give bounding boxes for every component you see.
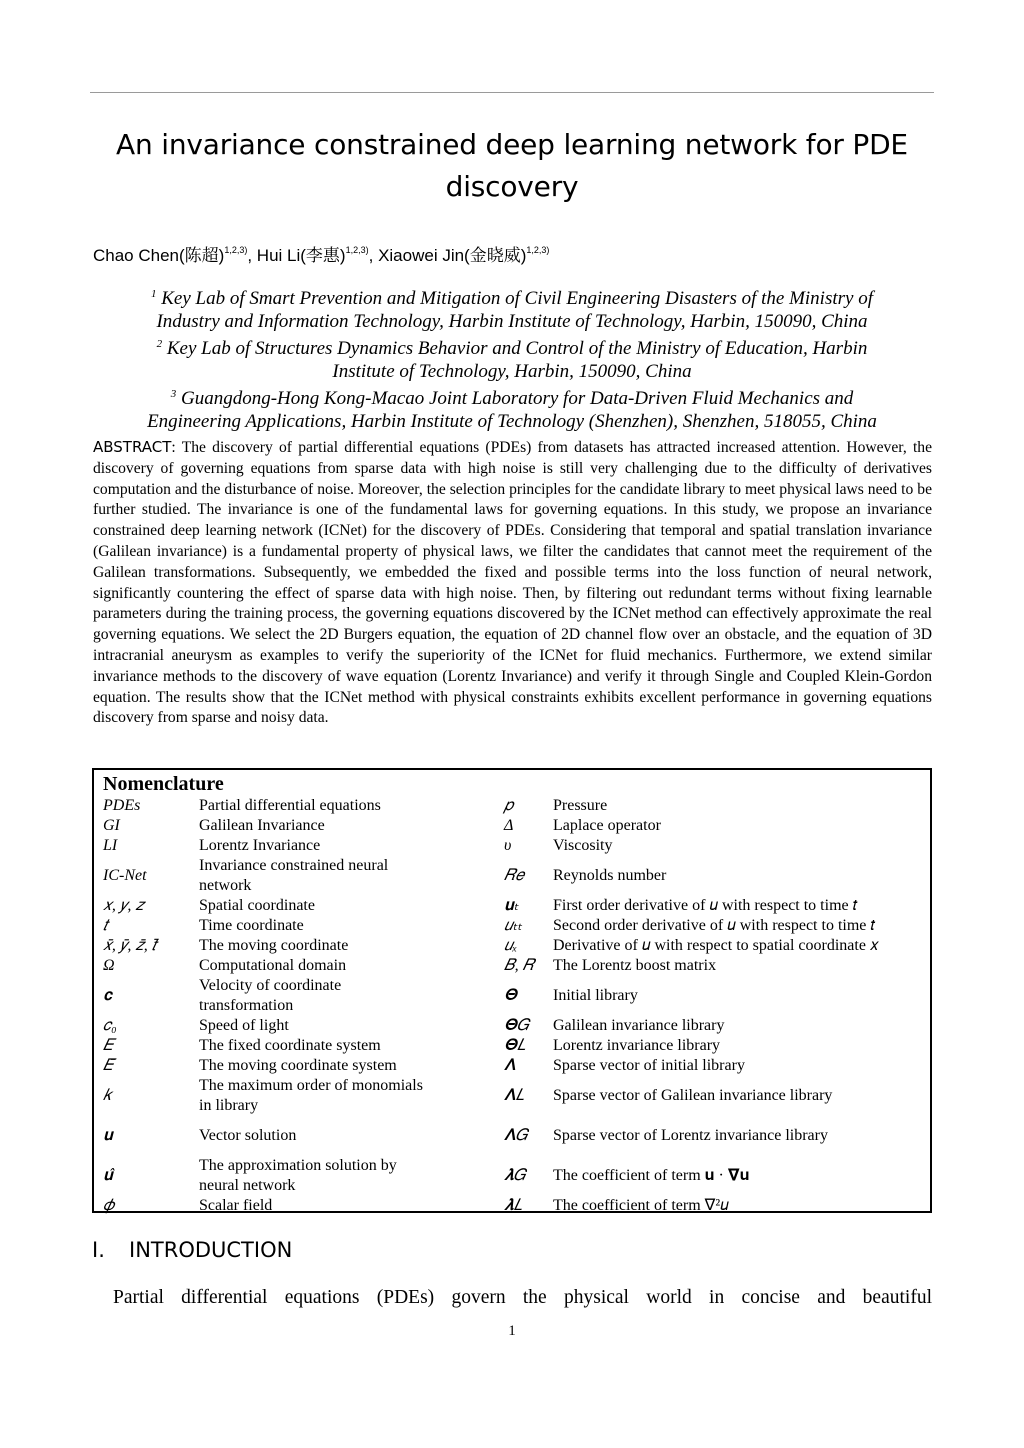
nomenclature-symbol-text: 𝑥̄, 𝑦̄, 𝑧̄, 𝑡̄	[103, 937, 157, 954]
nomenclature-symbol	[504, 1076, 544, 1116]
nomenclature-symbol	[504, 836, 544, 856]
nomenclature-symbol-text: 𝑢ₜₜ	[504, 917, 523, 934]
nomenclature-symbol	[504, 1196, 544, 1216]
nomenclature-definition	[553, 816, 923, 836]
author-name: Xiaowei Jin(金晓威)	[378, 246, 527, 265]
nomenclature-definition	[553, 836, 923, 856]
nomenclature-symbol	[103, 856, 195, 896]
nomenclature-symbol-text: 𝚲𝐺	[504, 1127, 528, 1144]
nomenclature-definition-text: Reynolds number	[553, 867, 667, 884]
nomenclature-symbol-text: 𝑥, 𝑦, 𝑧	[103, 897, 144, 914]
nomenclature-symbol	[504, 896, 544, 916]
nomenclature-symbol	[103, 916, 195, 936]
nomenclature-definition-text: Lorentz invariance library	[553, 1037, 721, 1054]
nomenclature-definition	[199, 936, 424, 956]
nomenclature-definition	[199, 1156, 424, 1196]
nomenclature-symbol	[504, 916, 544, 936]
nomenclature-symbol	[103, 816, 195, 836]
nomenclature-symbol	[103, 1016, 195, 1036]
nomenclature-definition-text: Initial library	[553, 987, 638, 1004]
nomenclature-definition-text: Time coordinate	[199, 917, 304, 934]
abstract-label: ABSTRACT	[93, 438, 172, 456]
nomenclature-symbol	[103, 1056, 195, 1076]
nomenclature-definition-text: Sparse vector of Galilean invariance library	[553, 1087, 833, 1104]
nomenclature-definition	[553, 1116, 923, 1156]
nomenclature-definition-text: Sparse vector of initial library	[553, 1057, 745, 1074]
nomenclature-symbol-text: 𝚯𝐿	[504, 1037, 526, 1054]
nomenclature-symbol-text: 𝚲	[504, 1057, 516, 1074]
nomenclature-row	[94, 1196, 930, 1216]
affiliation-number: 3	[170, 388, 177, 400]
nomenclature-definition	[199, 976, 424, 1016]
nomenclature-row	[94, 1156, 930, 1196]
nomenclature-row	[94, 956, 930, 976]
nomenclature-definition	[553, 976, 923, 1016]
nomenclature-symbol	[103, 956, 195, 976]
affiliation-text: Industry and Information Technology, Harbin Institute of Technology, Harbin, 150090, China	[156, 310, 868, 332]
section-number: I.	[92, 1238, 105, 1262]
section-heading	[92, 1236, 292, 1264]
nomenclature-symbol-text: 𝐸	[103, 1037, 114, 1054]
affiliation-text: Key Lab of Smart Prevention and Mitigation of Civil Engineering Disasters of the Ministry of	[161, 288, 873, 309]
nomenclature-row	[94, 1036, 930, 1056]
nomenclature-definition-text: Speed of light	[199, 1017, 289, 1034]
nomenclature-table	[92, 768, 932, 1213]
nomenclature-definition	[199, 1076, 424, 1116]
nomenclature-row	[94, 936, 930, 956]
nomenclature-symbol	[504, 936, 544, 956]
affiliation-line	[90, 311, 934, 334]
nomenclature-title: Nomenclature	[103, 773, 224, 795]
author-affiliation-marker: 1,2,3)	[526, 245, 550, 255]
nomenclature-definition	[199, 1116, 424, 1156]
intro-paragraph: Partial differential equations (PDEs) govern the physical world in concise and beautiful	[113, 1287, 932, 1308]
affiliation-line	[90, 283, 934, 311]
author-separator: ,	[247, 246, 257, 265]
affiliation-line	[90, 411, 934, 434]
nomenclature-definition	[553, 1056, 923, 1076]
nomenclature-symbol	[504, 976, 544, 1016]
nomenclature-definition-text: The fixed coordinate system	[199, 1037, 381, 1054]
nomenclature-definition-text: Vector solution	[199, 1127, 297, 1144]
nomenclature-symbol	[103, 936, 195, 956]
author-affiliation-marker: 1,2,3)	[345, 245, 369, 255]
nomenclature-symbol	[504, 1156, 544, 1196]
nomenclature-row	[94, 976, 930, 1016]
nomenclature-symbol-text: 𝚯𝐺	[504, 1017, 529, 1034]
nomenclature-definition-text: Sparse vector of Lorentz invariance library	[553, 1127, 828, 1144]
nomenclature-definition-text: The moving coordinate	[199, 937, 349, 954]
nomenclature-symbol-text: LI	[103, 837, 118, 854]
nomenclature-definition-text: Galilean Invariance	[199, 817, 325, 834]
nomenclature-definition-text: The coefficient of term 𝐮 · 𝛁𝐮	[553, 1167, 750, 1184]
nomenclature-row	[94, 856, 930, 896]
nomenclature-definition	[199, 856, 424, 896]
nomenclature-symbol-text: 𝚲𝐿	[504, 1087, 525, 1104]
nomenclature-symbol	[504, 796, 544, 816]
nomenclature-row	[94, 796, 930, 816]
affiliation-text: Institute of Technology, Harbin, 150090, China	[332, 360, 692, 382]
nomenclature-definition	[199, 796, 424, 816]
affiliation-line	[90, 383, 934, 411]
nomenclature-definition-text: Lorentz Invariance	[199, 837, 321, 854]
nomenclature-row	[94, 836, 930, 856]
nomenclature-definition	[553, 796, 923, 816]
nomenclature-symbol	[504, 816, 544, 836]
header-rule	[90, 92, 934, 93]
nomenclature-symbol	[504, 1036, 544, 1056]
nomenclature-symbol-text: 𝑘	[103, 1087, 112, 1104]
nomenclature-symbol-text: 𝑡	[103, 917, 108, 934]
nomenclature-definition-text: Viscosity	[553, 837, 613, 854]
nomenclature-definition-text: Velocity of coordinate transformation	[199, 977, 342, 1014]
nomenclature-symbol	[103, 1156, 195, 1196]
nomenclature-definition	[199, 896, 424, 916]
nomenclature-row	[94, 816, 930, 836]
section-title: INTRODUCTION	[129, 1238, 293, 1262]
nomenclature-symbol-text: 𝑝	[504, 797, 513, 814]
nomenclature-definition	[553, 1036, 923, 1056]
nomenclature-definition-text: Computational domain	[199, 957, 347, 974]
nomenclature-symbol-text: 𝐮ₜ	[504, 897, 519, 914]
nomenclature-symbol-text: υ	[504, 837, 512, 854]
nomenclature-definition-text: The approximation solution by neural network	[199, 1157, 397, 1194]
nomenclature-symbol-text: 𝝀𝐿	[504, 1197, 523, 1214]
nomenclature-symbol-text: IC-Net	[103, 867, 147, 884]
nomenclature-row	[94, 1056, 930, 1076]
nomenclature-definition	[199, 916, 424, 936]
nomenclature-definition	[553, 1156, 923, 1196]
nomenclature-definition	[553, 856, 923, 896]
nomenclature-symbol	[103, 976, 195, 1016]
nomenclature-definition	[199, 956, 424, 976]
nomenclature-symbol-text: 𝐮	[103, 1127, 113, 1144]
nomenclature-definition-text: Spatial coordinate	[199, 897, 315, 914]
nomenclature-symbol	[504, 1016, 544, 1036]
page-number: 1	[508, 1323, 516, 1339]
nomenclature-symbol-text: PDEs	[103, 797, 141, 814]
nomenclature-symbol	[103, 896, 195, 916]
affiliation-number: 2	[156, 338, 163, 350]
paper-title: An invariance constrained deep learning network for PDE discovery	[116, 128, 908, 203]
nomenclature-definition-text: The coefficient of term ∇²𝑢	[553, 1197, 729, 1214]
affiliation-text: Key Lab of Structures Dynamics Behavior and Control of the Ministry of Education, Harbin	[166, 338, 868, 359]
affiliation-number: 1	[151, 288, 157, 300]
nomenclature-symbol-text: GI	[103, 817, 120, 834]
affiliation-line	[90, 333, 934, 361]
affiliation-text: Engineering Applications, Harbin Institute of Technology (Shenzhen), Shenzhen, 518055, China	[147, 410, 877, 432]
nomenclature-symbol	[103, 1116, 195, 1156]
nomenclature-symbol	[103, 1076, 195, 1116]
nomenclature-row	[94, 1016, 930, 1036]
nomenclature-symbol-text: 𝐜	[103, 987, 112, 1004]
nomenclature-definition-text: The maximum order of monomials in library	[199, 1077, 423, 1114]
nomenclature-definition-text: Derivative of 𝑢 with respect to spatial coordinate 𝑥	[553, 937, 879, 954]
author-name: Chao Chen(陈超)	[93, 246, 225, 265]
nomenclature-symbol	[504, 1056, 544, 1076]
nomenclature-definition-text: Scalar field	[199, 1197, 273, 1214]
nomenclature-definition	[199, 836, 424, 856]
nomenclature-definition-text: The Lorentz boost matrix	[553, 957, 717, 974]
nomenclature-row	[94, 1076, 930, 1116]
author-list	[93, 238, 933, 268]
nomenclature-symbol-text: 𝝀𝐺	[504, 1167, 526, 1184]
nomenclature-definition	[553, 956, 923, 976]
nomenclature-row	[94, 916, 930, 936]
nomenclature-definition	[553, 916, 923, 936]
nomenclature-row	[94, 896, 930, 916]
nomenclature-definition-text: Invariance constrained neural network	[199, 857, 389, 894]
nomenclature-symbol-text: Ω	[103, 957, 115, 974]
nomenclature-definition	[199, 1036, 424, 1056]
affiliations	[90, 283, 934, 433]
nomenclature-definition	[199, 1196, 424, 1216]
nomenclature-definition	[553, 1076, 923, 1116]
nomenclature-symbol	[504, 956, 544, 976]
nomenclature-symbol-text: 𝑐₀	[103, 1017, 117, 1034]
abstract-text: The discovery of partial differential equations (PDEs) from datasets has attracted increased attention. However, the discovery of governing equations from sparse data with high noise is still very challenging due to the difficulty of derivatives computation and the disturbance of noise. Moreover, the selection principles for the candidate library to meet physical laws need to be further studied. The invariance is one of the fundamental laws for governing equations. In this study, we propose an invariance constrained deep learning network (ICNet) for the discovery of PDEs. Considering that temporal and spatial translation invariance (Galilean invariance) is a fundamental property of physical laws, we filter the candidates that cannot meet the requirement of the Galilean transformations. Subsequently, we embedded the fixed and possible terms into the loss function of neural network, significantly countering the effect of sparse data with high noise. Then, by filtering out redundant terms without fixing learnable parameters during the training process, the governing equations discovered by the ICNet method can effectively approximate the real governing equations. We select the 2D Burgers equation, the equation of 2D channel flow over an obstacle, and the equation of 3D intracranial aneurysm as examples to verify the superiority of the ICNet for fluid mechanics. Furthermore, we extend similar invariance methods to the discovery of wave equation (Lorentz Invariance) and verify it through Single and Coupled Klein-Gordon equation. The results show that the ICNet method with physical constraints exhibits excellent performance in governing equations discovery from sparse and noisy data.	[93, 439, 933, 727]
nomenclature-symbol	[103, 836, 195, 856]
nomenclature-symbol-text: 𝑢ₓ	[504, 937, 518, 954]
nomenclature-definition-text: Laplace operator	[553, 817, 661, 834]
nomenclature-definition-text: Second order derivative of 𝑢 with respect to time 𝑡	[553, 917, 876, 934]
nomenclature-symbol-text: 𝐸̄	[103, 1057, 114, 1074]
nomenclature-definition-text: Galilean invariance library	[553, 1017, 725, 1034]
author-affiliation-marker: 1,2,3)	[224, 245, 248, 255]
nomenclature-definition-text: Pressure	[553, 797, 608, 814]
nomenclature-definition-text: First order derivative of 𝑢 with respect to time 𝑡	[553, 897, 858, 914]
nomenclature-definition	[553, 1196, 923, 1216]
author-separator: ,	[368, 246, 379, 265]
nomenclature-definition	[199, 1016, 424, 1036]
nomenclature-symbol	[103, 1196, 195, 1216]
nomenclature-symbol-text: 𝐮̂	[103, 1167, 113, 1184]
nomenclature-row	[94, 1116, 930, 1156]
affiliation-line	[90, 361, 934, 384]
nomenclature-symbol	[103, 1036, 195, 1056]
nomenclature-definition-text: The moving coordinate system	[199, 1057, 397, 1074]
author-name: Hui Li(李惠)	[256, 246, 346, 265]
nomenclature-symbol-text: 𝜙	[103, 1197, 115, 1214]
nomenclature-definition	[553, 936, 923, 956]
nomenclature-symbol-text: Δ	[504, 817, 514, 834]
nomenclature-symbol-text: 𝐵, 𝑅	[504, 957, 534, 974]
nomenclature-definition-text: Partial differential equations	[199, 797, 381, 814]
nomenclature-definition	[553, 1016, 923, 1036]
nomenclature-symbol	[103, 796, 195, 816]
nomenclature-symbol-text: 𝑅𝑒	[504, 867, 524, 884]
nomenclature-definition	[199, 816, 424, 836]
nomenclature-symbol	[504, 1116, 544, 1156]
affiliation-text: Guangdong-Hong Kong-Macao Joint Laboratory for Data-Driven Fluid Mechanics and	[180, 388, 854, 409]
abstract: ABSTRACT: The discovery of partial differential equations (PDEs) from datasets has attracted increased attention. However, the discovery of governing equations from sparse data with high noise is still very challenging due to the difficulty of derivatives computation and the disturbance of noise. Moreover, the selection principles for the candidate library to meet physical laws need to be further studied. The invariance is one of the fundamental laws for governing equations. In this study, we propose an invariance constrained deep learning network (ICNet) for the discovery of PDEs. Considering that temporal and spatial translation invariance (Galilean invariance) is a fundamental property of physical laws, we filter the candidates that cannot meet the requirement of the Galilean transformations. Subsequently, we embedded the fixed and possible terms into the loss function of neural network, significantly countering the effect of sparse data with high noise. Then, by filtering out redundant terms without fixing learnable parameters during the training process, the governing equations discovered by the ICNet method can effectively approximate the real governing equations. We select the 2D Burgers equation, the equation of 2D channel flow over an obstacle, and the equation of 3D intracranial aneurysm as examples to verify the superiority of the ICNet for fluid mechanics. Furthermore, we extend similar invariance methods to the discovery of wave equation (Lorentz Invariance) and verify it through Single and Coupled Klein-Gordon equation. The results show that the ICNet method with physical constraints exhibits excellent performance in governing equations discovery from sparse and noisy data.	[93, 438, 933, 727]
nomenclature-definition	[553, 896, 923, 916]
nomenclature-symbol-text: 𝚯	[504, 987, 517, 1004]
nomenclature-symbol	[504, 856, 544, 896]
nomenclature-definition	[199, 1056, 424, 1076]
